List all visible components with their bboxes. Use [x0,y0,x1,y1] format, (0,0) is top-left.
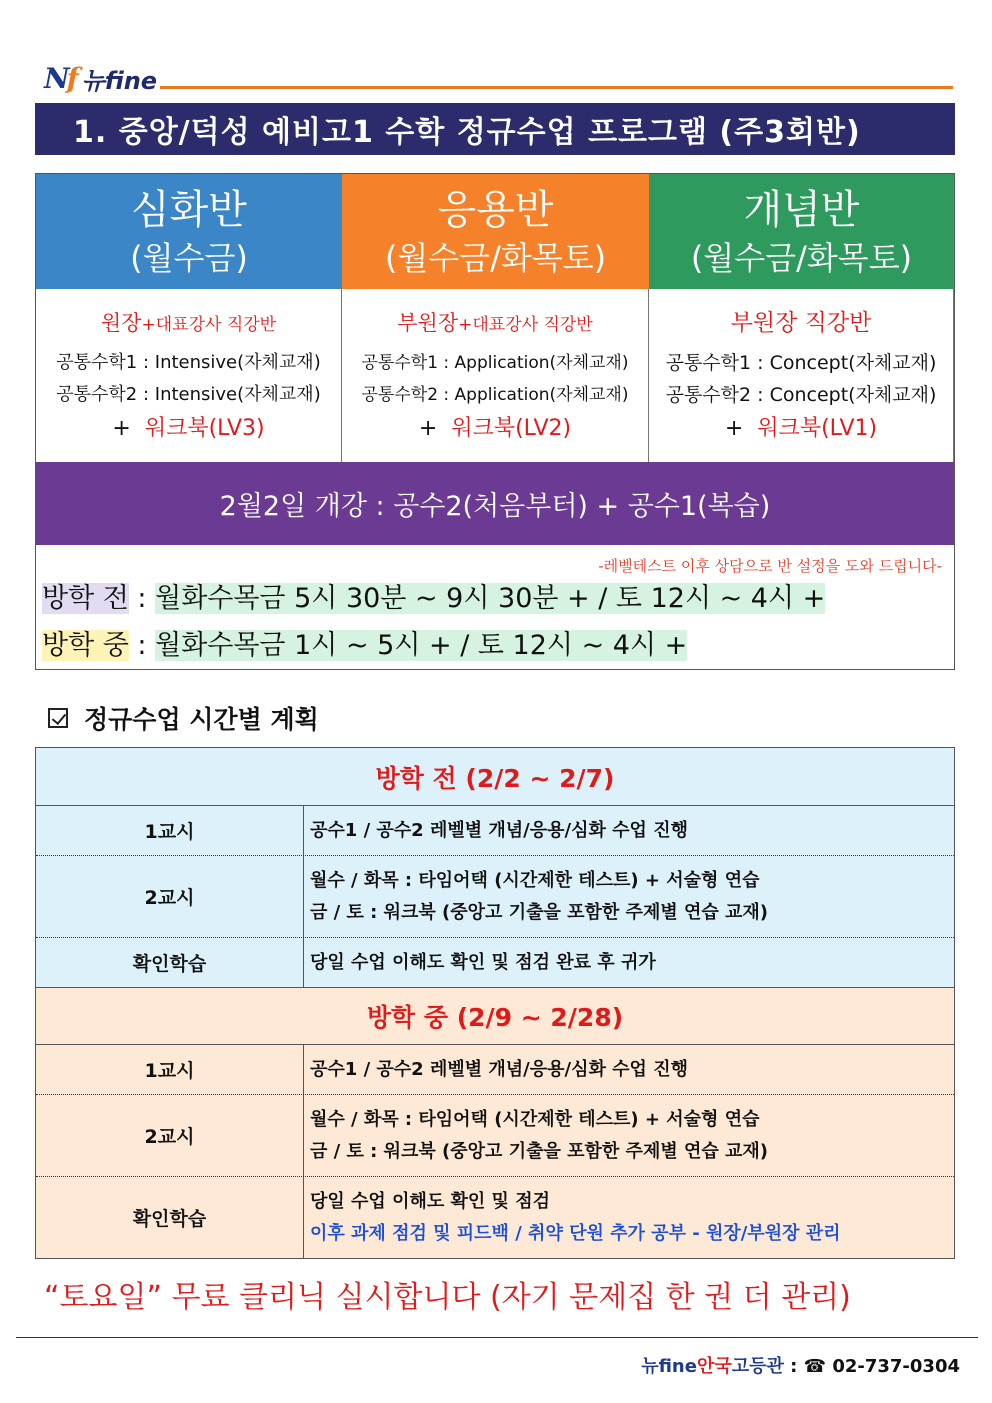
schedule-value: 월화수목금 1시 ~ 5시 + / 토 12시 ~ 4시 + [155,630,688,661]
logo-mark: Nf [44,61,76,95]
course-body-advanced [36,289,342,462]
page-title: 1. 중앙/덕성 예비고1 수학 정규수업 프로그램 (주3회반) [73,115,861,150]
course-days: (월수금/화목토) [690,239,913,277]
course-body-applied [342,289,649,462]
course-name: 개념반 [743,187,860,233]
plan-table [35,747,955,1259]
period-content: 당일 수업 이해도 확인 및 점검 완료 후 귀가 [310,951,656,973]
schedule-value: 월화수목금 5시 30분 ~ 9시 30분 + / 토 12시 ~ 4시 + [155,583,826,614]
table-row [36,856,954,938]
clinic-note: “토요일” 무료 클리닉 실시합니다 (자기 문제집 한 권 더 관리) [44,1280,851,1315]
course-workbook: + 워크북(LV2) [418,416,572,441]
course-teacher: 부원장 직강반 [730,310,872,336]
course-line: 공통수학1 : Concept(자체교재) [665,352,937,374]
course-line: 공통수학1 : Application(자체교재) [361,353,629,373]
course-line: 공통수학1 : Intensive(자체교재) [56,352,321,373]
plan-during-title: 방학 중 (2/9 ~ 2/28) [36,988,954,1045]
period-label: 2교시 [36,856,304,937]
course-name: 심화반 [131,187,247,233]
level-test-note: -레벨테스트 이후 상담으로 반 설정을 도와 드립니다- [598,557,942,575]
plan-before-title: 방학 전 (2/2 ~ 2/7) [36,748,954,806]
footer-phone: : ☎ 02-737-0304 [783,1356,960,1377]
table-row [36,1095,954,1177]
checkbox-icon [48,708,68,728]
period-label: 1교시 [36,806,304,855]
course-line: 공통수학2 : Concept(자체교재) [665,384,937,406]
period-content: 월수 / 화목 : 타임어택 (시간제한 테스트) + 서술형 연습 금 / 토 : 워크북 (중앙고 기출을 포함한 주제별 연습 교재) [310,1108,769,1162]
footer-brand: 뉴fine [641,1356,697,1377]
course-header-advanced [36,174,342,289]
period-label: 2교시 [36,1095,304,1176]
period-label: 확인학습 [36,1177,304,1258]
course-workbook: + 워크북(LV3) [112,416,265,441]
period-content: 당일 수업 이해도 확인 및 점검 이후 과제 점검 및 피드백 / 취약 단원 추가 공부 - 원장/부원장 관리 [310,1190,841,1244]
course-name: 응용반 [437,187,554,233]
period-content: 월수 / 화목 : 타임어택 (시간제한 테스트) + 서술형 연습 금 / 토 : 워크북 (중앙고 기출을 포함한 주제별 연습 교재) [310,869,769,923]
course-grid [35,173,955,670]
header-rule [160,86,953,89]
section-title: 정규수업 시간별 계획 [84,705,319,734]
table-row [36,938,954,988]
title-bar [35,103,955,155]
logo [44,60,157,96]
course-body-concept [649,289,954,462]
course-header-concept [649,174,954,289]
table-row [36,1177,954,1258]
schedule-label: 방학 전 [42,583,129,614]
period-label: 확인학습 [36,938,304,987]
course-teacher: 원장+대표강사 직강반 [100,311,277,335]
schedule-before-row: 방학 전 : 월화수목금 5시 30분 ~ 9시 30분 + / 토 12시 ~ 4시 + [42,583,826,614]
period-content: 공수1 / 공수2 레벨별 개념/응용/심화 수업 진행 [310,819,688,841]
footer-rule [16,1337,978,1338]
schedule-during-row: 방학 중 : 월화수목금 1시 ~ 5시 + / 토 12시 ~ 4시 + [42,630,688,661]
course-teacher: 부원장+대표강사 직강반 [397,311,593,335]
course-days: (월수금) [130,239,248,277]
course-workbook: + 워크북(LV1) [724,416,878,441]
course-header-applied [342,174,649,289]
logo-text: 뉴fine [81,66,158,95]
period-label: 1교시 [36,1045,304,1094]
opening-banner: 2월2일 개강 : 공수2(처음부터) + 공수1(복습) [36,462,954,545]
course-days: (월수금/화목토) [384,239,607,277]
footer-contact: 뉴fine안국고등관 : ☎ 02-737-0304 [641,1356,960,1377]
period-content: 공수1 / 공수2 레벨별 개념/응용/심화 수업 진행 [310,1058,688,1080]
table-row [36,1045,954,1095]
course-line: 공통수학2 : Intensive(자체교재) [56,384,321,405]
course-line: 공통수학2 : Application(자체교재) [361,385,629,405]
section-heading [48,700,319,736]
schedule-label: 방학 중 [42,630,129,661]
table-row [36,806,954,856]
